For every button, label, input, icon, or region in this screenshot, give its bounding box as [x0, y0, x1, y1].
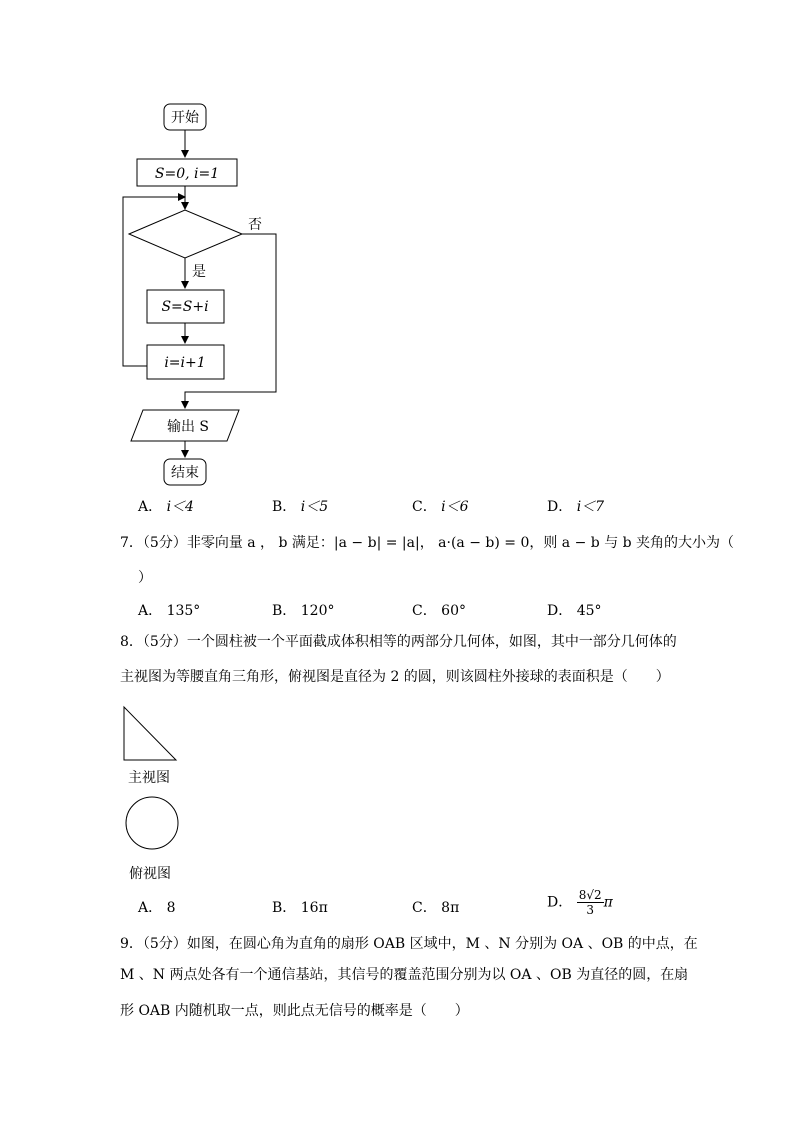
- q7-option-a: A． 135°: [138, 603, 201, 619]
- q7-option-c: C． 60°: [412, 603, 466, 619]
- q8-top-view-label: 俯视图: [129, 866, 171, 882]
- q7-stem-line1: 7．（5分）非零向量 a ， b 满足：|a − b| = |a|， a·(a − b) = 0，则 a − b 与 b 夹角的大小为（: [120, 535, 735, 551]
- flow-output-text: 输出 S: [166, 419, 210, 435]
- flow-yes-label: 是: [192, 264, 206, 280]
- q8-front-view-label: 主视图: [128, 770, 170, 786]
- q8-option-d-fraction: $\frac{8√2}{3}$: [578, 888, 602, 917]
- q6-option-c: C． i＜6: [412, 499, 469, 515]
- q7-stem-line2: ）: [138, 570, 152, 586]
- q9-stem-line2: M 、N 两点处各有一个通信基站，其信号的覆盖范围分别为以 OA 、OB 为直径的圆，在扇: [120, 967, 689, 983]
- q8-option-d: D． $\frac{8√2}{3}$ π: [547, 888, 613, 917]
- q9-stem-line1: 9．（5分）如图，在圆心角为直角的扇形 OAB 区域中，M 、N 分别为 OA 、OB 的中点，在: [120, 936, 698, 952]
- q8-stem-line2: 主视图为等腰直角三角形，俯视图是直径为 2 的圆，则该圆柱外接球的表面积是（ ）: [120, 669, 670, 685]
- flowchart: [0, 0, 794, 500]
- q8-option-c: C． 8π: [412, 900, 460, 916]
- q8-stem-line1: 8．（5分）一个圆柱被一个平面截成体积相等的两部分几何体，如图，其中一部分几何体的: [120, 634, 677, 650]
- q7-option-b: B． 120°: [272, 603, 335, 619]
- front-view-triangle: [124, 707, 176, 760]
- flow-init-text: S=0, i=1: [154, 166, 220, 182]
- q8-option-b: B． 16π: [272, 900, 328, 916]
- flow-end-text: 结束: [171, 465, 199, 481]
- flow-body2-text: i=i+1: [164, 355, 206, 371]
- flow-body1-text: S=S+i: [161, 299, 209, 315]
- q6-option-d: D． i＜7: [547, 499, 605, 515]
- q8-option-a: A． 8: [138, 900, 176, 916]
- q7-option-d: D． 45°: [547, 603, 602, 619]
- flow-no-label: 否: [248, 217, 262, 233]
- q9-stem-line3: 形 OAB 内随机取一点，则此点无信号的概率是（ ）: [120, 1003, 469, 1019]
- flow-decision-node: [129, 210, 242, 258]
- q6-option-a: A． i＜4: [138, 499, 194, 515]
- top-view-circle: [126, 797, 178, 849]
- q6-option-b: B． i＜5: [272, 499, 329, 515]
- flow-start-text: 开始: [171, 110, 199, 126]
